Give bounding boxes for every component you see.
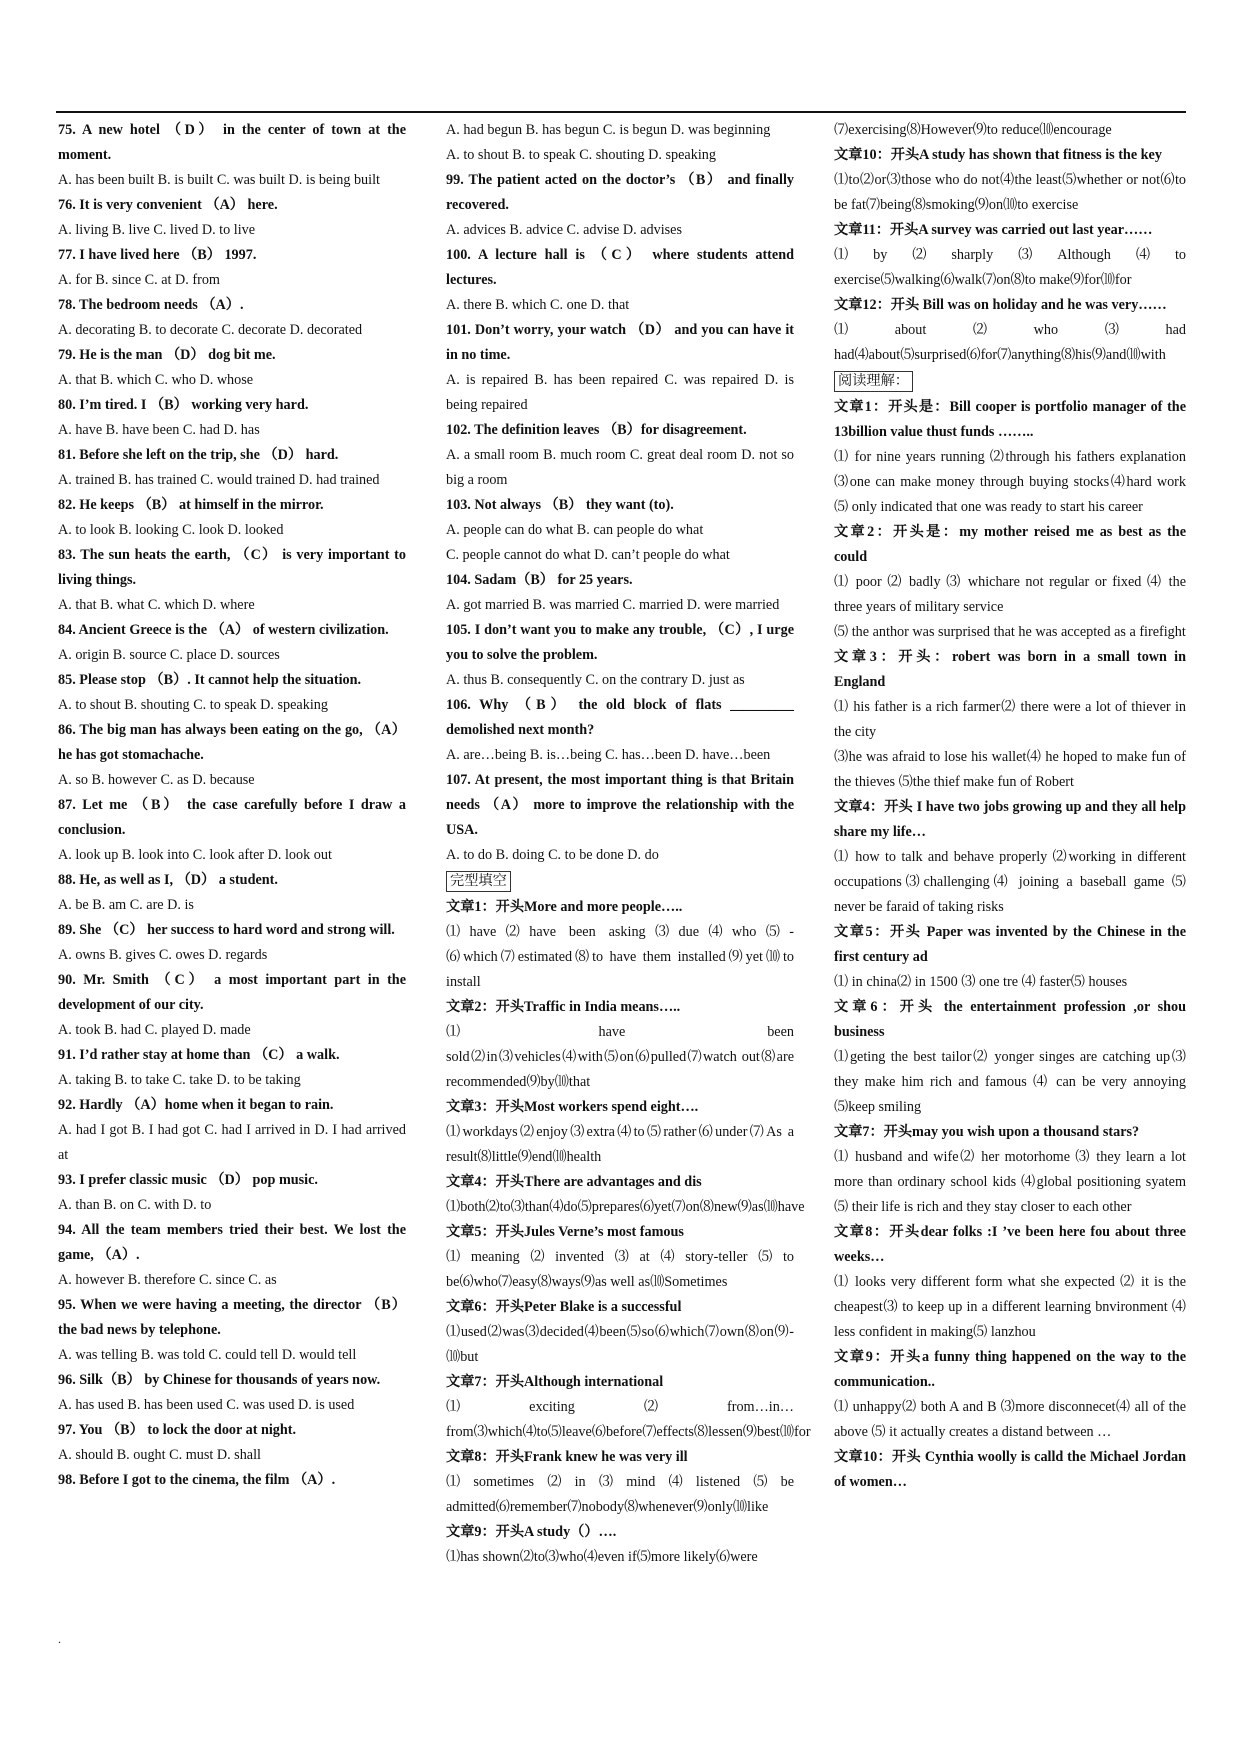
question: 88. He, as well as I, （D） a student. <box>58 872 278 888</box>
question: 82. He keeps （B） at himself in the mirror. <box>58 497 324 513</box>
options: A. thus B. consequently C. on the contrary D. just as <box>446 672 745 688</box>
options: A. are…being B. is…being C. has…been D. have…been <box>446 747 771 763</box>
answer-key: ⑴by⑵sharply⑶Although⑷to exercise⑸walking⑹walk⑺on⑻to make⑼for⑽for <box>834 247 1186 288</box>
answer-key: ⑴both⑵to⑶than⑷do⑸prepares⑹yet⑺on⑻new⑼as⑽have <box>446 1199 805 1215</box>
question: 90. Mr. Smith （C） a most important part in the development of our city. <box>58 972 406 1013</box>
options: A. is repaired B. has been repaired C. was repaired D. is being repaired <box>446 372 794 413</box>
question: 84. Ancient Greece is the （A） of western civilization. <box>58 622 389 638</box>
question: 77. I have lived here （B） 1997. <box>58 247 257 263</box>
answer-key: ⑴workdays⑵enjoy⑶extra⑷to⑸rather⑹under⑺As a result⑻little⑼end⑽health <box>446 1124 794 1165</box>
options: A. to shout B. to speak C. shouting D. speaking <box>446 147 716 163</box>
question: 79. He is the man （D） dog bit me. <box>58 347 276 363</box>
question: 105. I don’t want you to make any trouble, （C）, I urge you to solve the problem. <box>446 622 794 663</box>
question: 86. The big man has always been eating on the go, （A） he has got stomachache. <box>58 722 406 763</box>
options: A. took B. had C. played D. made <box>58 1022 251 1038</box>
answer-key: ⑸ the anthor was surprised that he was accepted as a firefight <box>834 624 1186 640</box>
question: 78. The bedroom needs （A）. <box>58 297 244 313</box>
answer-key: ⑴has shown⑵to⑶who⑷even if⑸more likely⑹were <box>446 1549 758 1565</box>
passage-heading: 文章6：开头Peter Blake is a successful <box>446 1299 682 1315</box>
passage-heading: 文章12：开头 Bill was on holiday and he was very…… <box>834 297 1167 313</box>
options: A. should B. ought C. must D. shall <box>58 1447 261 1463</box>
question: 76. It is very convenient （A） here. <box>58 197 278 213</box>
answer-key: ⑴exciting⑵from…in…from⑶which⑷to⑸leave⑹before⑺effects⑻lessen⑼best⑽for <box>446 1399 811 1440</box>
options: A. than B. on C. with D. to <box>58 1197 212 1213</box>
options: A. taking B. to take C. take D. to be taking <box>58 1072 301 1088</box>
question: 106. Why （B） the old block of flats _________ demolished next month? <box>446 697 794 738</box>
question: 93. I prefer classic music （D） pop music. <box>58 1172 318 1188</box>
column-1 <box>58 118 406 1493</box>
options: A. people can do what B. can people do what <box>446 522 704 538</box>
question: 92. Hardly （A）home when it began to rain. <box>58 1097 334 1113</box>
answer-key: ⑴sometimes⑵in⑶mind⑷listened⑸be admitted⑹remember⑺nobody⑻whenever⑼only⑽like <box>446 1474 794 1515</box>
question: 102. The definition leaves （B）for disagreement. <box>446 422 747 438</box>
passage-heading: 文章3：开头Most workers spend eight…. <box>446 1099 699 1115</box>
answer-key: ⑴ in china⑵ in 1500 ⑶ one tre ⑷ faster⑸ houses <box>834 974 1128 990</box>
question: 81. Before she left on the trip, she （D） hard. <box>58 447 339 463</box>
question: 95. When we were having a meeting, the director （B） the bad news by telephone. <box>58 1297 406 1338</box>
options: A. that B. what C. which D. where <box>58 597 255 613</box>
passage-heading: 文章2：开头是：my mother reised me as best as the could <box>834 524 1186 565</box>
section-label: 阅读理解： <box>834 371 913 392</box>
passage-heading: 文章9：开头A study（）…. <box>446 1524 617 1540</box>
options: A. that B. which C. who D. whose <box>58 372 254 388</box>
options: A. a small room B. much room C. great deal room D. not so big a room <box>446 447 794 488</box>
section-label-row <box>834 368 1186 395</box>
column-2 <box>446 118 811 1570</box>
passage-heading: 文章7：开头Although international <box>446 1374 664 1390</box>
options: A. for B. since C. at D. from <box>58 272 220 288</box>
options: A. owns B. gives C. owes D. regards <box>58 947 268 963</box>
options: A. there B. which C. one D. that <box>446 297 630 313</box>
answer-key: ⑴ unhappy⑵ both A and B ⑶more disconnecet⑷ all of the above ⑸ it actually creates a distand between … <box>834 1399 1186 1440</box>
question: 89. She （C） her success to hard word and strong will. <box>58 922 395 938</box>
options: C. people cannot do what D. can’t people do what <box>446 547 730 563</box>
answer-key: ⑴ husband and wife⑵ her motorhome ⑶ they learn a lot more than ordinary school kids ⑷global positioning syatem ⑸ their life is rich and they stay closer to each other <box>834 1149 1186 1215</box>
passage-heading: 文章5：开头Jules Verne’s most famous <box>446 1224 684 1240</box>
question: 75. A new hotel （D） in the center of town at the moment. <box>58 122 406 163</box>
options: A. to look B. looking C. look D. looked <box>58 522 284 538</box>
answer-key: ⑴ poor ⑵ badly ⑶ whichare not regular or fixed ⑷ the three years of military service <box>834 574 1186 615</box>
options: A. have B. have been C. had D. has <box>58 422 260 438</box>
top-rule <box>56 111 1186 113</box>
passage-heading: 文章10：开头A study has shown that fitness is the key <box>834 147 1162 163</box>
options: A. to shout B. shouting C. to speak D. speaking <box>58 697 328 713</box>
answer-key: ⑴ for nine years running ⑵through his fathers explanation ⑶one can make money through buying stocks⑷hard work ⑸ only indicated that one was ready to start his career <box>834 449 1186 515</box>
answer-key: ⑴ his father is a rich farmer⑵ there were a lot of thiever in the city <box>834 699 1186 740</box>
answer-key: ⑴have been sold⑵in⑶vehicles⑷with⑸on⑹pulled⑺watch out⑻are recommended⑼by⑽that <box>446 1024 794 1090</box>
answer-key: ⑴ how to talk and behave properly ⑵working in different occupations⑶challenging⑷ joining a baseball game ⑸ never be faraid of taking risks <box>834 849 1186 915</box>
answer-key: ⑺exercising⑻However⑼to reduce⑽encourage <box>834 122 1112 138</box>
passage-heading: 文章4：开头 I have two jobs growing up and they all help share my life… <box>834 799 1186 840</box>
column-3 <box>834 118 1186 1495</box>
passage-heading: 文章8：开头Frank knew he was very ill <box>446 1449 688 1465</box>
question: 85. Please stop （B）. It cannot help the situation. <box>58 672 362 688</box>
passage-heading: 文章2：开头Traffic in India means….. <box>446 999 681 1015</box>
options: A. be B. am C. are D. is <box>58 897 194 913</box>
options: A. has been built B. is built C. was built D. is being built <box>58 172 380 188</box>
options: A. has used B. has been used C. was used D. is used <box>58 1397 355 1413</box>
question: 91. I’d rather stay at home than （C） a walk. <box>58 1047 340 1063</box>
question: 101. Don’t worry, your watch （D） and you can have it in no time. <box>446 322 794 363</box>
options: A. trained B. has trained C. would trained D. had trained <box>58 472 380 488</box>
options: A. decorating B. to decorate C. decorate D. decorated <box>58 322 363 338</box>
options: A. had begun B. has begun C. is begun D. was beginning <box>446 122 771 138</box>
question: 100. A lecture hall is （C） where students attend lectures. <box>446 247 794 288</box>
question: 103. Not always （B） they want (to). <box>446 497 674 513</box>
options: A. advices B. advice C. advise D. advises <box>446 222 683 238</box>
section-label-row <box>446 868 794 895</box>
passage-heading: 文章6：开头 the entertainment profession ,or shou business <box>834 999 1186 1040</box>
answer-key: ⑴geting the best tailor⑵ yonger singes are catching up⑶ they make him rich and famous ⑷ can be very annoying ⑸keep smiling <box>834 1049 1186 1115</box>
passage-heading: 文章4：开头There are advantages and dis <box>446 1174 702 1190</box>
question: 87. Let me （B） the case carefully before I draw a conclusion. <box>58 797 406 838</box>
answer-key: ⑴ looks very different form what she expected ⑵ it is the cheapest⑶ to keep up in a different learning bnvironment ⑷ less confident in making⑸ lanzhou <box>834 1274 1186 1340</box>
answer-key: ⑶he was afraid to lose his wallet⑷ he hoped to make fun of the thieves ⑸the thief make fun of Robert <box>834 749 1186 790</box>
passage-heading: 文章3：开头：robert was born in a small town in England <box>834 649 1186 690</box>
passage-heading: 文章1：开头More and more people….. <box>446 899 683 915</box>
answer-key: ⑴meaning⑵invented⑶at⑷story-teller⑸to be⑹who⑺easy⑻ways⑼as well as⑽Sometimes <box>446 1249 794 1290</box>
question: 107. At present, the most important thing is that Britain needs （A） more to improve the relationship with the USA. <box>446 772 794 838</box>
answer-key: ⑴about⑵who⑶had had⑷about⑸surprised⑹for⑺anything⑻his⑼and⑽with <box>834 322 1186 363</box>
question: 104. Sadam（B） for 25 years. <box>446 572 633 588</box>
passage-heading: 文章8：开头dear folks :I ’ve been here fou about three weeks… <box>834 1224 1186 1265</box>
answer-key: ⑴have⑵have been asking⑶due⑷who⑸-⑹which⑺estimated⑻to have them installed⑼yet⑽to install <box>446 924 794 990</box>
passage-heading: 文章5：开头 Paper was invented by the Chinese in the first century ad <box>834 924 1186 965</box>
footer-dot: . <box>58 1632 61 1646</box>
passage-heading: 文章9：开头a funny thing happened on the way to the communication.. <box>834 1349 1186 1390</box>
question: 94. All the team members tried their best. We lost the game, （A）. <box>58 1222 406 1263</box>
options: A. so B. however C. as D. because <box>58 772 255 788</box>
passage-heading: 文章10：开头 Cynthia woolly is calld the Michael Jordan of women… <box>834 1449 1186 1490</box>
section-label: 完型填空 <box>446 871 511 892</box>
options: A. was telling B. was told C. could tell D. would tell <box>58 1347 357 1363</box>
question: 99. The patient acted on the doctor’s （B） and finally recovered. <box>446 172 794 213</box>
options: A. origin B. source C. place D. sources <box>58 647 280 663</box>
answer-key: ⑴used⑵was⑶decided⑷been⑸so⑹which⑺own⑻on⑼-⑽but <box>446 1324 794 1365</box>
passage-heading: 文章11：开头A survey was carried out last year…… <box>834 222 1153 238</box>
answer-key: ⑴to⑵or⑶those who do not⑷the least⑸whether or not⑹to be fat⑺being⑻smoking⑼on⑽to exercise <box>834 172 1186 213</box>
options: A. however B. therefore C. since C. as <box>58 1272 277 1288</box>
options: A. look up B. look into C. look after D. look out <box>58 847 332 863</box>
passage-heading: 文章7：开头may you wish upon a thousand stars? <box>834 1124 1140 1140</box>
options: A. had I got B. I had got C. had I arrived in D. I had arrived at <box>58 1122 406 1163</box>
passage-heading: 文章1：开头是：Bill cooper is portfolio manager of the 13billion value thust funds …….. <box>834 399 1186 440</box>
question: 97. You （B） to lock the door at night. <box>58 1422 297 1438</box>
options: A. living B. live C. lived D. to live <box>58 222 256 238</box>
question: 83. The sun heats the earth, （C） is very important to living things. <box>58 547 406 588</box>
options: A. got married B. was married C. married D. were married <box>446 597 780 613</box>
question: 80. I’m tired. I （B） working very hard. <box>58 397 309 413</box>
options: A. to do B. doing C. to be done D. do <box>446 847 659 863</box>
question: 98. Before I got to the cinema, the film （A）. <box>58 1472 336 1488</box>
question: 96. Silk（B） by Chinese for thousands of years now. <box>58 1372 381 1388</box>
